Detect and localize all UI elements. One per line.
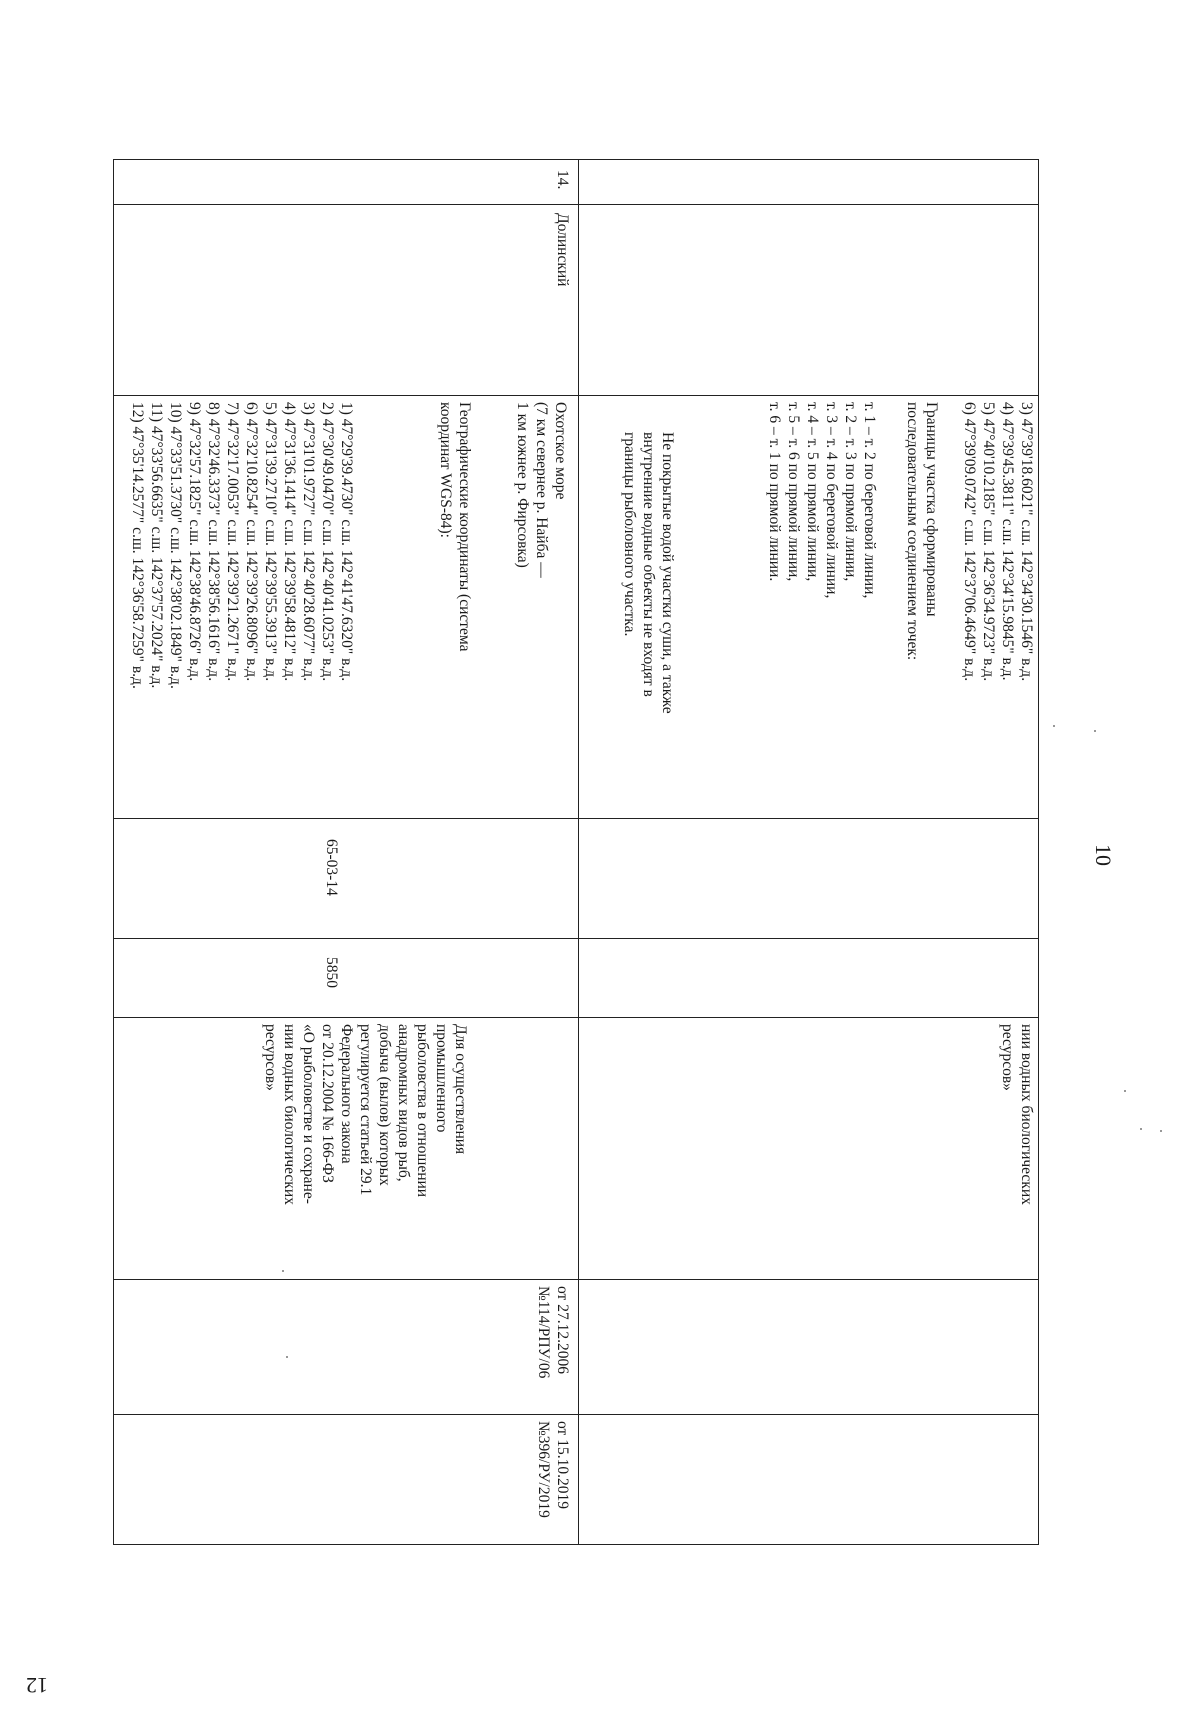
coord-line: 12) 47°35'14.2577" с.ш. 142°36'58.7259" в.д. [129,402,146,689]
coord-line: 10) 47°33'51.3730" с.ш. 142°38'02.1849" в.д. [167,402,184,689]
prev-row-code-cell [578,818,1039,939]
prev-row-description-cell [578,395,1039,819]
prev-row-number-cell [578,159,1039,205]
row14-area: 5850 [323,957,340,988]
fishing-areas-table [113,159,1039,1545]
location-line: (7 км севернее р. Найба — [533,402,550,578]
scan-speck [282,1270,284,1272]
scan-speck [1140,1128,1142,1130]
coord-line: 6) 47°39'09.0742" с.ш. 142°37'06.4649" в.д. [961,402,978,682]
note-line: Не покрытые водой участки суши, а также [659,432,676,714]
prev-row-purpose-cell [578,1017,1039,1280]
row14-purpose-cell [113,1017,579,1280]
boundary-line: т. 2 – т. 3 по прямой линии, [842,402,859,582]
purpose-line: нии водных биологических [281,1024,298,1205]
purpose-line: анадромных видов рыб, [395,1024,412,1182]
coord-line: 5) 47°31'39.2710" с.ш. 142°39'55.3913" в.д. [262,402,279,682]
row14-area-cell [113,938,579,1018]
purpose-line: от 20.12.2004 № 166-ФЗ [319,1024,336,1183]
boundary-title-line: последовательным соединением точек: [904,402,921,661]
row14-description-cell [113,395,579,819]
row14-agreement2: от 15.10.2019 №396/РУ/2019 [535,1421,571,1518]
scan-speck [286,1356,288,1358]
coord-line: 7) 47°32'17.0053" с.ш. 142°39'21.2671" в.д. [224,402,241,682]
prev-row-agreement1-cell [578,1279,1039,1415]
purpose-line: добыча (вылов) которых [376,1024,393,1186]
row14-number-cell [113,159,579,205]
coord-line: 4) 47°39'45.3811" с.ш. 142°34'15.9845" в.д. [999,402,1016,681]
purpose-line: ресурсов» [262,1024,279,1091]
scan-speck [1124,1090,1126,1092]
prev-row-boundary-title [903,402,941,660]
row14-agreement2-cell [113,1414,579,1545]
scan-speck [1053,725,1055,727]
boundary-line: т. 1 – т. 2 по береговой линии, [861,402,878,599]
row14-name-cell [113,204,579,396]
row14-location [513,402,570,578]
location-line: 1 км южнее р. Фирсовка) [514,402,531,568]
coord-line: 3) 47°31'01.9727" с.ш. 142°40'28.6077" в.д. [300,402,317,682]
coord-line: 5) 47°40'10.2185" с.ш. 142°36'34.9723" в.д. [980,402,997,682]
page-number: 10 [1091,844,1116,866]
note-line: границы рыболовного участка. [621,432,638,637]
row14-agreement1-cell [113,1279,579,1415]
purpose-line: регулируется статьей 29.1 [357,1024,374,1196]
purpose-line: рыболовства в отношении [414,1024,431,1198]
prev-row-agreement2-cell [578,1414,1039,1545]
purpose-line: «О рыболовстве и сохране- [300,1024,317,1204]
prev-row-purpose-tail [998,1024,1036,1205]
prev-row-area-cell [578,938,1039,1018]
row14-code-cell [113,818,579,939]
scan-speck [1160,1130,1162,1132]
coord-line: 3) 47°39'18.6021" с.ш. 142°34'30.1546" в.д. [1018,402,1035,682]
coord-line: 4) 47°31'36.1414" с.ш. 142°39'58.4812" в.д. [281,402,298,682]
coord-line: 9) 47°32'57.1825" с.ш. 142°38'46.8726" в.д. [186,402,203,682]
row14-coords-title [436,402,474,652]
row14-purpose [261,1024,470,1205]
boundary-line: т. 6 – т. 1 по прямой линии. [766,402,783,582]
purpose-line: ресурсов» [999,1024,1016,1091]
coord-line: 2) 47°30'49.0470" с.ш. 142°40'41.0253" в.д. [319,402,336,682]
stamp-number: 12 [26,1673,48,1698]
prev-row-note [620,432,677,714]
note-line: внутренние водные объекты не входят в [640,432,657,697]
coord-line: 6) 47°32'10.8254" с.ш. 142°39'26.8096" в.д. [243,402,260,682]
coord-line: 1) 47°29'39.4730" с.ш. 142°41'47.6320" в.д. [338,402,355,682]
row14-coordinates [128,402,356,689]
purpose-line: Федерального закона [338,1024,355,1164]
row14-name: Долинский [554,213,571,287]
prev-row-coordinates [960,402,1036,681]
purpose-line: промышленного [433,1024,450,1133]
purpose-line: Для осуществления [452,1024,469,1155]
coord-line: 8) 47°32'46.3373" с.ш. 142°38'56.1616" в.д. [205,402,222,682]
coords-title-line: координат WGS-84): [437,402,454,538]
boundary-line: т. 3 – т. 4 по береговой линии, [823,402,840,599]
boundary-title-line: Границы участка сформированы [923,402,940,617]
boundary-line: т. 4 – т. 5 по прямой линии, [804,402,821,582]
purpose-line: нии водных биологических [1018,1024,1035,1205]
coord-line: 11) 47°33'56.6635" с.ш. 142°37'57.2024" в.д. [148,402,165,689]
row14-code: 65-03-14 [323,839,340,896]
boundary-line: т. 5 – т. 6 по прямой линии, [785,402,802,582]
scan-speck [1094,730,1096,732]
location-line: Охотское море [552,402,569,500]
row14-agreement1: от 27.12.2006 №114/РПУ/06 [535,1286,571,1379]
prev-row-name-cell [578,204,1039,396]
prev-row-boundaries [765,402,879,598]
coords-title-line: Географические координаты (система [456,402,473,652]
row14-number: 14. [554,170,571,190]
